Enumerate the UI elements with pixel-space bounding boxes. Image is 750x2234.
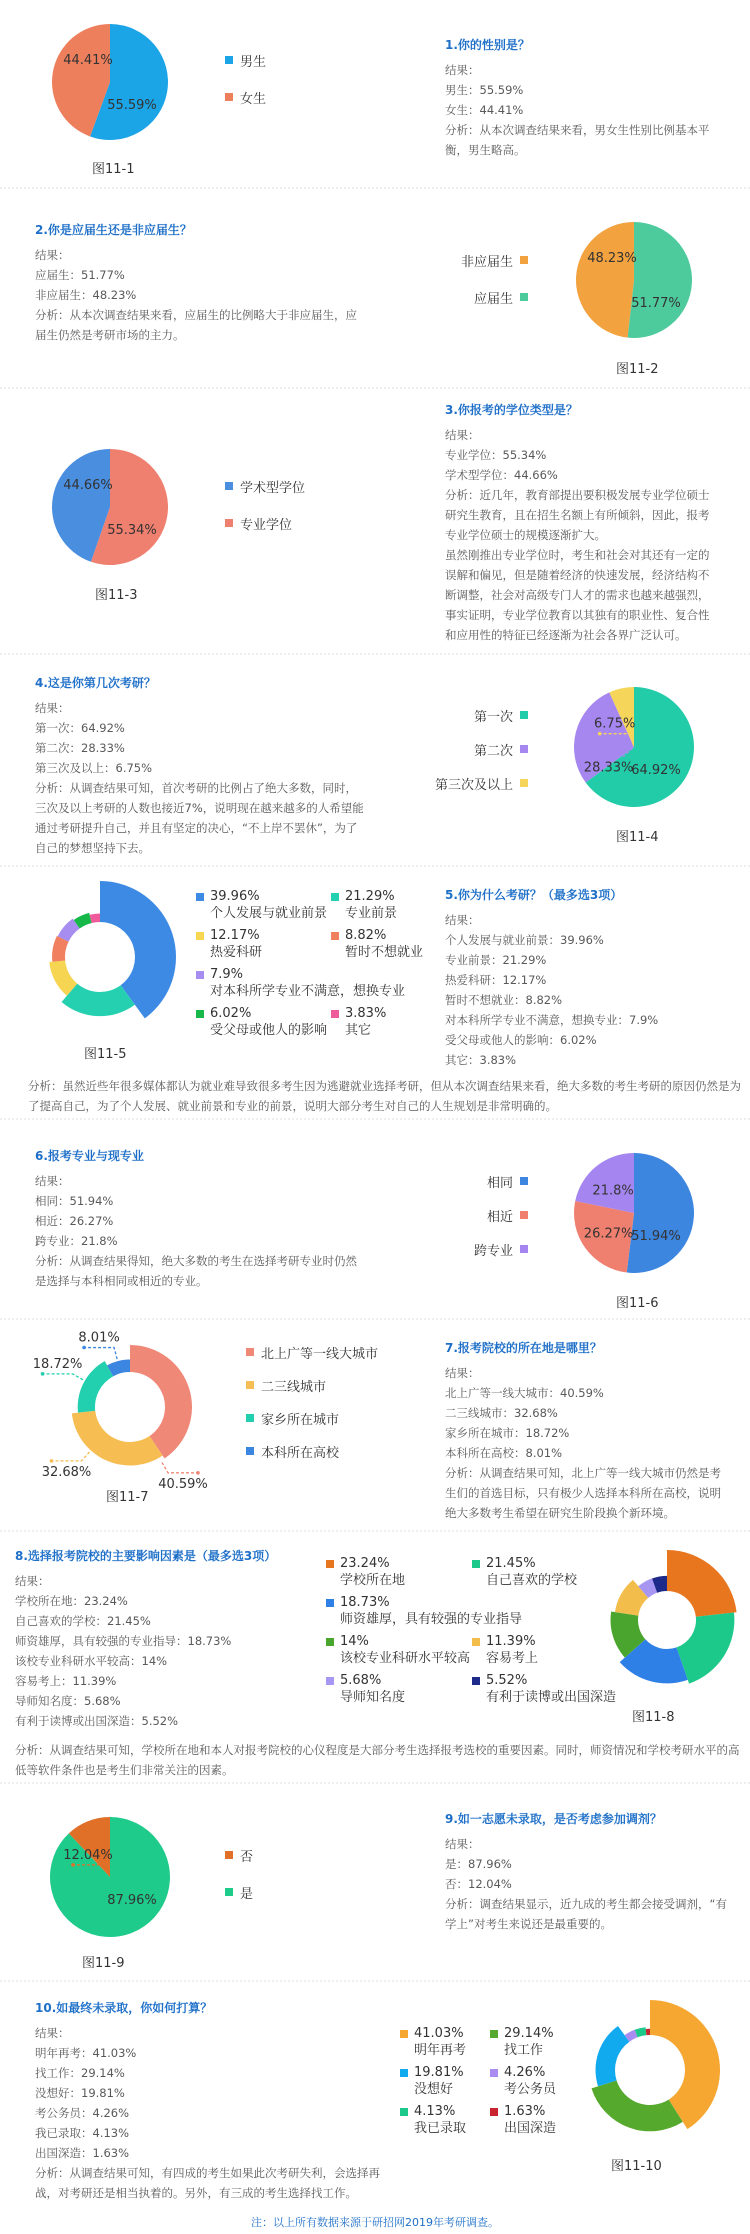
result-line: 对本科所学专业不满意，想换专业：7.9% (445, 1013, 659, 1027)
result-label: 结果： (15, 1574, 50, 1588)
section-divider (0, 653, 750, 655)
question-block (445, 885, 730, 1070)
legend-label: 男生 (240, 54, 267, 70)
legend-value: 21.45% (486, 1556, 536, 1571)
chart-slice (627, 1153, 694, 1273)
slice-value-label: 21.8% (592, 1183, 634, 1199)
result-line: 我已录取：4.13% (35, 2126, 130, 2140)
legend-label: 有利于读博或出国深造 (486, 1690, 617, 1705)
slice-value-label: 40.59% (158, 1476, 208, 1492)
legend-item[interactable] (225, 513, 305, 533)
question-title: 10.如最终未录取，你如何打算？ (35, 2001, 213, 2015)
legend-label: 自己喜欢的学校 (486, 1573, 578, 1588)
result-line: 受父母或他人的影响：6.02% (445, 1033, 597, 1047)
result-label: 结果： (445, 428, 480, 442)
legend-swatch-icon (400, 2108, 408, 2116)
degree-type-donut-chart (0, 417, 230, 597)
slice-value-label: 44.41% (63, 52, 113, 68)
legend-value: 4.26% (504, 2065, 546, 2080)
result-line: 明年再考：41.03% (35, 2046, 137, 2060)
result-line: 应届生：51.77% (35, 268, 125, 282)
legend-text (210, 888, 327, 927)
figure-caption: 图11-5 (84, 1047, 127, 1062)
legend-value: 11.39% (486, 1634, 536, 1649)
analysis-text: 分析：从调查结果可知，首次考研的比例占了绝大多数，同时，三次及以上考研的人数也接近7%，说明现在越来越多的人希望能通过考研提升自己，并且有坚定的决心，“不上岸不罢休”，为了自己的梦想坚持下去。 (35, 781, 364, 855)
result-line: 暂时不想就业：8.82% (445, 993, 563, 1007)
legend-label: 没想好 (414, 2082, 454, 2097)
result-line: 第一次：64.92% (35, 721, 125, 735)
analysis-text: 分析：调查结果显示，近九成的考生都会接受调剂，“有学上”对考生来说还是最重要的。 (445, 1897, 727, 1931)
legend-text (340, 1672, 405, 1711)
result-line: 导师知名度：5.68% (15, 1694, 121, 1708)
legend-text (340, 1555, 405, 1594)
legend-label: 北上广等一线大城市 (261, 1346, 379, 1362)
legend-text (414, 2103, 466, 2142)
analysis-text: 分析：从调查结果可知，学校所在地和本人对报考院校的心仪程度是大部分考生选择报考选校的重要因素。同时，师资情况和学校考研水平的高低等软件条件也是考生们非常关注的因素。 (15, 1743, 740, 1777)
legend-swatch-icon (331, 893, 339, 901)
legend-swatch-icon (246, 1348, 254, 1356)
result-line: 否：12.04% (445, 1877, 512, 1891)
analysis-text: 分析：从调查结果可知，有四成的考生如果此次考研失利，会选择再战，对考研还是相当执着的。另外，有三成的考生选择找工作。 (35, 2166, 380, 2200)
attempt-count-donut-chart (514, 657, 750, 837)
analysis-text: 分析：从本次调查结果来看，男女生性别比例基本平衡，男生略高。 (445, 123, 710, 157)
chart-slice (628, 222, 692, 338)
question-title: 1.你的性别是？ (445, 38, 530, 52)
chart-slice (596, 2026, 630, 2086)
legend-label: 第三次及以上 (434, 777, 513, 793)
section-divider (0, 1782, 750, 1784)
question-title: 5.你为什么考研？（最多选3项） (445, 888, 623, 902)
figure-caption: 图11-4 (616, 830, 659, 845)
legend-item[interactable] (225, 476, 305, 496)
legend-label: 对本科所学专业不满意，想换专业 (210, 984, 406, 999)
result-line: 师资雄厚，具有较强的专业指导：18.73% (15, 1634, 232, 1648)
label-leader-dot (592, 1221, 596, 1225)
figure-caption: 图11-1 (92, 162, 135, 177)
result-line: 二三线城市：32.68% (445, 1406, 558, 1420)
motivation-rose-chart (0, 867, 220, 1047)
result-label: 结果： (445, 913, 480, 927)
legend-value: 8.82% (345, 928, 387, 943)
legend-item[interactable] (246, 1342, 378, 1362)
legend-value: 12.17% (210, 928, 260, 943)
legend-swatch-icon (246, 1414, 254, 1422)
chart-slice (78, 1361, 113, 1412)
legend-swatch-icon (326, 1599, 334, 1607)
result-label: 结果： (445, 1837, 480, 1851)
legend-value: 19.81% (414, 2065, 464, 2080)
legend-label: 学校所在地 (340, 1573, 406, 1588)
question-title: 8.选择报考院校的主要影响因素是（最多选3项） (15, 1549, 277, 1563)
legend-item[interactable] (246, 1408, 378, 1428)
fallback-plan-rose-chart (530, 1980, 750, 2160)
label-leader-dot (71, 493, 75, 497)
legend-swatch-icon (196, 932, 204, 940)
result-line: 容易考上：11.39% (15, 1674, 117, 1688)
chart-legend (225, 476, 305, 550)
question-title: 3.你报考的学位类型是？ (445, 403, 578, 417)
legend-value: 23.24% (340, 1556, 390, 1571)
result-label: 结果： (445, 63, 480, 77)
result-line: 有利于读博或出国深造：5.52% (15, 1714, 179, 1728)
legend-label: 相同 (486, 1175, 513, 1191)
legend-label: 该校专业科研水平较高 (340, 1651, 471, 1666)
legend-label: 受父母或他人的影响 (210, 1023, 328, 1038)
label-leader-dot (145, 1887, 149, 1891)
legend-swatch-icon (472, 1677, 480, 1685)
result-line: 是：87.96% (445, 1857, 512, 1871)
label-leader-dot (145, 517, 149, 521)
result-line: 其它：3.83% (445, 1053, 517, 1067)
slice-value-label: 26.27% (583, 1226, 634, 1242)
result-label: 结果： (35, 1174, 70, 1188)
result-line: 学校所在地：23.24% (15, 1594, 128, 1608)
label-leader-line (43, 1374, 83, 1380)
legend-text (210, 1005, 327, 1044)
label-leader-dot (82, 1346, 86, 1350)
label-leader-dot (145, 92, 149, 96)
legend-label: 第二次 (473, 743, 513, 759)
question-block (445, 400, 720, 645)
legend-value: 6.02% (210, 1006, 252, 1021)
figure-caption: 图11-9 (82, 1956, 125, 1971)
legend-item[interactable] (246, 1375, 378, 1395)
question-title: 9.如一志愿未录取，是否考虑参加调剂？ (445, 1812, 662, 1826)
question-title: 2.你是应届生还是非应届生？ (35, 223, 192, 237)
legend-swatch-icon (490, 2108, 498, 2116)
legend-value: 5.52% (486, 1673, 528, 1688)
chart-legend (246, 1342, 378, 1474)
result-line: 非应届生：48.23% (35, 288, 137, 302)
legend-label: 相近 (486, 1209, 513, 1225)
legend-value: 7.9% (210, 967, 244, 982)
slice-value-label: 48.23% (587, 250, 637, 266)
legend-swatch-icon (472, 1560, 480, 1568)
analysis-block (15, 1740, 745, 1780)
figure-caption: 图11-8 (632, 1710, 675, 1725)
legend-value: 5.68% (340, 1673, 382, 1688)
legend-value: 14% (340, 1634, 369, 1649)
slice-value-label: 51.94% (631, 1229, 681, 1245)
result-label: 结果： (35, 2026, 70, 2040)
legend-label: 学术型学位 (240, 480, 306, 496)
question-block (15, 1546, 320, 1731)
legend-swatch-icon (225, 93, 233, 101)
legend-swatch-icon (400, 2069, 408, 2077)
legend-text (345, 927, 423, 966)
result-line: 第二次：28.33% (35, 741, 125, 755)
legend-swatch-icon (400, 2030, 408, 2038)
legend-value: 4.13% (414, 2104, 456, 2119)
legend-label: 否 (240, 1849, 254, 1865)
legend-swatch-icon (196, 1010, 204, 1018)
slice-value-label: 8.01% (78, 1330, 120, 1346)
label-leader-dot (196, 1471, 200, 1475)
legend-text (210, 927, 262, 966)
question-block (35, 1998, 395, 2203)
label-leader-dot (71, 1863, 75, 1867)
question-block (445, 1809, 730, 1934)
slice-value-label: 6.75% (594, 716, 636, 732)
result-line: 本科所在高校：8.01% (445, 1446, 563, 1460)
result-label: 结果： (35, 248, 70, 262)
legend-swatch-icon (326, 1677, 334, 1685)
legend-item[interactable] (326, 1555, 472, 1594)
legend-label: 跨专业 (473, 1243, 513, 1259)
legend-label: 其它 (345, 1023, 372, 1038)
result-label: 结果： (35, 701, 70, 715)
legend-item[interactable] (326, 1672, 472, 1711)
major-match-donut-chart (514, 1123, 750, 1303)
result-line: 出国深造：1.63% (35, 2146, 130, 2160)
analysis-text: 分析：从调查结果得知，绝大多数的考生在选择考研专业时仍然是选择与本科相同或相近的专业。 (35, 1254, 357, 1288)
section-divider (0, 187, 750, 189)
analysis-text: 分析：从本次调查结果来看，应届生的比例略大于非应届生，应届生仍然是考研市场的主力。 (35, 308, 357, 342)
figure-caption: 图11-2 (616, 362, 659, 377)
result-line: 第三次及以上：6.75% (35, 761, 153, 775)
label-leader-dot (41, 1372, 45, 1376)
result-line: 跨专业：21.8% (35, 1234, 118, 1248)
chart-slice (591, 2080, 682, 2131)
legend-swatch-icon (326, 1638, 334, 1646)
legend-swatch-icon (246, 1381, 254, 1389)
chart-slice (576, 222, 634, 338)
question-title: 6.报考专业与现专业 (35, 1149, 144, 1163)
figure-caption: 图11-7 (106, 1490, 149, 1505)
analysis-block (28, 1076, 743, 1116)
label-leader-dot (669, 1223, 673, 1227)
legend-item[interactable] (196, 927, 331, 966)
result-line: 家乡所在城市：18.72% (445, 1426, 570, 1440)
legend-item[interactable] (400, 2064, 490, 2103)
chart-legend (225, 1845, 253, 1919)
slice-value-label: 55.59% (107, 98, 157, 114)
result-line: 该校专业科研水平较高：14% (15, 1654, 168, 1668)
legend-label: 容易考上 (486, 1651, 539, 1666)
label-leader-line (162, 1462, 198, 1472)
legend-value: 39.96% (210, 889, 260, 904)
legend-swatch-icon (225, 56, 233, 64)
legend-label: 是 (240, 1886, 254, 1902)
legend-label: 师资雄厚，具有较强的专业指导 (340, 1612, 523, 1627)
label-leader-dot (592, 755, 596, 759)
legend-swatch-icon (196, 971, 204, 979)
legend-value: 3.83% (345, 1006, 387, 1021)
figure-caption: 图11-6 (616, 1296, 659, 1311)
result-line: 男生：55.59% (445, 83, 524, 97)
slice-value-label: 64.92% (631, 763, 681, 779)
legend-label: 个人发展与就业前景 (210, 906, 328, 921)
fresh-graduate-donut-chart (514, 190, 750, 370)
legend-label: 暂时不想就业 (345, 945, 424, 960)
legend-item[interactable] (196, 1005, 331, 1044)
legend-swatch-icon (331, 1010, 339, 1018)
legend-swatch-icon (225, 1851, 233, 1859)
result-line: 相同：51.94% (35, 1194, 114, 1208)
label-leader-dot (50, 1459, 54, 1463)
legend-label: 出国深造 (504, 2121, 557, 2136)
result-line: 女生：44.41% (445, 103, 524, 117)
slice-value-label: 28.33% (583, 760, 634, 776)
section-divider (0, 1118, 750, 1120)
legend-label: 应届生 (473, 291, 513, 307)
legend-swatch-icon (326, 1560, 334, 1568)
legend-swatch-icon (196, 893, 204, 901)
school-location-rose-chart (10, 1317, 250, 1497)
result-line: 自己喜欢的学校：21.45% (15, 1614, 151, 1628)
legend-value: 29.14% (504, 2026, 554, 2041)
legend-value: 18.73% (340, 1595, 390, 1610)
question-block (35, 673, 365, 858)
legend-label: 家乡所在城市 (261, 1412, 340, 1428)
legend-text (345, 1005, 386, 1044)
legend-label: 二三线城市 (261, 1379, 327, 1395)
legend-swatch-icon (225, 519, 233, 527)
result-line: 北上广等一线大城市：40.59% (445, 1386, 604, 1400)
result-line: 找工作：29.14% (35, 2066, 125, 2080)
label-leader-dot (596, 1199, 600, 1203)
adjustment-donut-chart (0, 1787, 230, 1967)
question-block (35, 1146, 365, 1291)
legend-value: 41.03% (414, 2026, 464, 2041)
legend-text (340, 1633, 470, 1672)
slice-value-label: 44.66% (63, 477, 113, 493)
section-divider (0, 387, 750, 389)
chart-legend (225, 50, 266, 124)
legend-item[interactable] (246, 1441, 378, 1461)
slice-value-label: 12.04% (63, 1847, 113, 1863)
legend-item[interactable] (326, 1633, 472, 1672)
school-factors-rose-chart (547, 1530, 750, 1710)
label-leader-line (84, 1348, 117, 1360)
analysis-text: 分析：从调查结果可知，北上广等一线大城市仍然是考生们的首选目标，只有极少人选择本科所在高校，说明绝大多数考生希望在研究生阶段换个新环境。 (445, 1466, 721, 1520)
question-block (445, 1338, 725, 1523)
legend-item[interactable] (225, 87, 266, 107)
label-leader-dot (71, 68, 75, 72)
legend-text (414, 2025, 466, 2064)
legend-swatch-icon (225, 1888, 233, 1896)
legend-item[interactable] (196, 966, 466, 1005)
label-leader-line (51, 1452, 89, 1461)
result-line: 个人发展与就业前景：39.96% (445, 933, 604, 947)
figure-caption: 图11-10 (611, 2159, 662, 2174)
legend-item[interactable] (225, 1845, 253, 1865)
chart-slice (50, 1817, 170, 1937)
legend-text (345, 888, 397, 927)
slice-value-label: 51.77% (631, 296, 681, 312)
legend-label: 考公务员 (504, 2082, 557, 2097)
result-line: 热爱科研：12.17% (445, 973, 547, 987)
chart-slice (667, 1550, 737, 1617)
legend-swatch-icon (490, 2069, 498, 2077)
analysis-text: 分析：虽然近些年很多媒体都认为就业难导致很多考生因为逃避就业选择考研，但从本次调查结果来看，绝大多数的考生考研的原因仍然是为了提高自己，为了个人发展、就业前景和专业的前景，说明大部分考生对自己的人生规划是非常明确的。 (28, 1079, 741, 1113)
legend-text (414, 2064, 464, 2103)
legend-label: 导师知名度 (340, 1690, 406, 1705)
result-label: 结果： (445, 1366, 480, 1380)
legend-swatch-icon (331, 932, 339, 940)
legend-item[interactable] (225, 50, 266, 70)
question-title: 7.报考院校的所在地是哪里？ (445, 1341, 602, 1355)
legend-item[interactable] (196, 888, 331, 927)
legend-swatch-icon (225, 482, 233, 490)
legend-swatch-icon (246, 1447, 254, 1455)
chart-slice (646, 2029, 650, 2035)
legend-swatch-icon (490, 2030, 498, 2038)
result-line: 相近：26.27% (35, 1214, 114, 1228)
label-leader-dot (598, 732, 602, 736)
legend-label: 女生 (240, 91, 267, 107)
label-leader-dot (595, 266, 599, 270)
legend-label: 第一次 (473, 709, 513, 725)
legend-label: 我已录取 (414, 2121, 467, 2136)
legend-label: 本科所在高校 (261, 1445, 340, 1461)
footnote: 注：以上所有数据来源于研招网2019年考研调查。 (251, 2216, 499, 2229)
label-leader-dot (669, 290, 673, 294)
result-line: 考公务员：4.26% (35, 2106, 130, 2120)
legend-label: 非应届生 (460, 254, 513, 270)
legend-item[interactable] (225, 1882, 253, 1902)
legend-item[interactable] (400, 2103, 490, 2142)
legend-text (340, 1594, 522, 1633)
legend-text (486, 1633, 538, 1672)
question-title: 4.这是你第几次考研？ (35, 676, 156, 690)
chart-legend (196, 888, 466, 1044)
legend-label: 热爱科研 (210, 945, 263, 960)
legend-item[interactable] (400, 2025, 490, 2064)
legend-label: 专业学位 (240, 517, 293, 533)
result-line: 专业学位：55.34% (445, 448, 547, 462)
result-line: 学术型学位：44.66% (445, 468, 558, 482)
slice-value-label: 87.96% (107, 1893, 157, 1909)
legend-label: 找工作 (504, 2043, 544, 2058)
legend-swatch-icon (472, 1638, 480, 1646)
question-block (35, 220, 365, 345)
analysis-text: 虽然刚推出专业学位时，考生和社会对其还有一定的误解和偏见，但是随着经济的快速发展，经济结构不断调整，社会对高级专门人才的需求也越来越强烈，事实证明，专业学位教育以其独有的职业性、复合性和应用性的特征已经逐渐为社会各界广泛认可。 (445, 548, 710, 642)
legend-label: 专业前景 (345, 906, 398, 921)
legend-value: 21.29% (345, 889, 395, 904)
legend-text (210, 966, 405, 1005)
slice-value-label: 55.34% (107, 523, 157, 539)
legend-value: 1.63% (504, 2104, 546, 2119)
slice-value-label: 32.68% (41, 1464, 92, 1480)
slice-value-label: 18.72% (32, 1356, 83, 1372)
gender-donut-chart (0, 0, 230, 172)
legend-label: 明年再考 (414, 2043, 467, 2058)
result-line: 专业前景：21.29% (445, 953, 547, 967)
analysis-text: 分析：近几年，教育部提出要积极发展专业学位硕士研究生教育，且在招生名额上有所倾斜，因此，报考专业学位硕士的规模逐渐扩大。 (445, 488, 710, 542)
label-leader-dot (669, 757, 673, 761)
question-block (445, 35, 730, 160)
figure-caption: 图11-3 (95, 588, 138, 603)
result-line: 没想好：19.81% (35, 2086, 125, 2100)
